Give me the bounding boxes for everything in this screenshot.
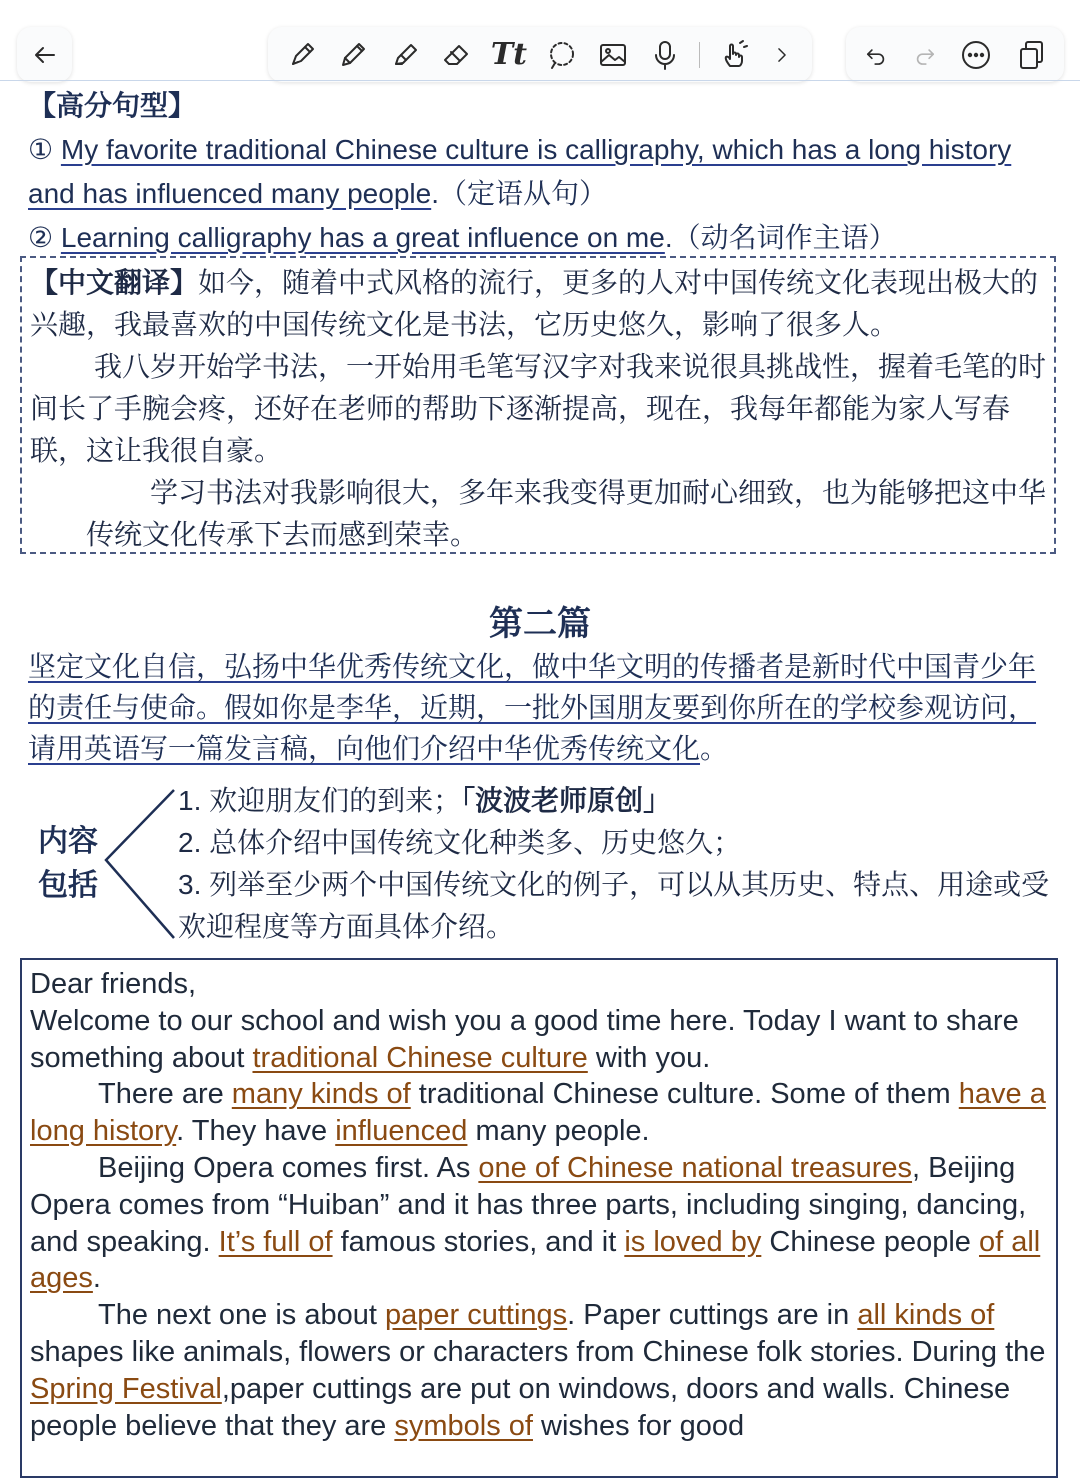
sentence-patterns-section: [28, 84, 1052, 260]
pages-icon[interactable]: [1014, 38, 1048, 72]
requirements-label: 内容包括: [38, 825, 98, 902]
back-arrow-icon[interactable]: [28, 38, 62, 72]
passage-two-title: 第二篇: [489, 605, 591, 643]
sentence-2: ② Learning calligraphy has a great influence on me.（动名词作主语）: [28, 222, 897, 253]
text-tool-icon[interactable]: Tt: [490, 37, 527, 72]
toolbar-divider: [699, 42, 700, 68]
sentence-1: ① My favorite traditional Chinese culture is calligraphy, which has a long history and has influenced many people.（定语从句）: [28, 134, 1012, 209]
more-icon[interactable]: [959, 38, 993, 72]
bracket-icon: [100, 786, 180, 942]
requirement-3: 3. 列举至少两个中国传统文化的例子，可以从其历史、特点、用途或受欢迎程度等方面具体介绍。: [178, 869, 1050, 942]
chevron-right-icon[interactable]: [769, 42, 795, 68]
section-heading: 【高分句型】: [28, 90, 197, 121]
highlighter-icon[interactable]: [388, 38, 422, 72]
translation-p1: 【中文翻译】如今，随着中式风格的流行，更多的人对中国传统文化表现出极大的兴趣，我最喜欢的中国传统文化是书法，它历史悠久，影响了很多人。: [30, 267, 1039, 340]
requirement-1: 1. 欢迎朋友们的到来；「波波老师原创」: [178, 785, 672, 816]
requirement-2: 2. 总体介绍中国传统文化种类多、历史悠久；: [178, 827, 742, 858]
sentence-1-text: My favorite traditional Chinese culture is calligraphy, which has a long history and has influenced many people: [28, 134, 1012, 209]
letter-paragraph-2: There are many kinds of traditional Chinese culture. Some of them have a long history. They have influenced many people.: [30, 1078, 1046, 1148]
lasso-icon[interactable]: [545, 38, 579, 72]
letter-paragraph-4: The next one is about paper cuttings. Paper cuttings are in all kinds of shapes like animals, flowers or characters from Chinese folk stories. During the Spring Festival,paper cuttings are put on windows, doors and walls. Chinese people believe that they are symbols of wishes for good: [30, 1299, 1046, 1442]
undo-icon[interactable]: [862, 41, 890, 69]
requirements-list: [178, 780, 1058, 948]
translation-p2: 我八岁开始学书法，一开始用毛笔写汉字对我来说很具挑战性，握着毛笔的时间长了手腕会疼，还好在老师的帮助下逐渐提高，现在，我每年都能为家人写春联，这让我很自豪。: [30, 351, 1047, 466]
back-button-pill[interactable]: [17, 27, 72, 82]
letter-greeting: Dear friends,: [30, 968, 197, 1000]
translation-p3: 学习书法对我影响很大，多年来我变得更加耐心细致，也为能够把这中华传统文化传承下去而感到荣幸。: [86, 477, 1047, 550]
letter-paragraph-3: Beijing Opera comes first. As one of Chinese national treasures, Beijing Opera comes from “Huiban” and it has three parts, including singing, dancing, and speaking. It’s full of famous stories, and it is loved by Chinese people of all ages.: [30, 1151, 1041, 1295]
drawing-toolbar: [268, 27, 812, 82]
image-icon[interactable]: [596, 38, 630, 72]
pen-icon[interactable]: [285, 38, 319, 72]
writing-prompt: 坚定文化自信，弘扬中华优秀传统文化，做中华文明的传播者是新时代中国青少年的责任与使命。假如你是李华，近期，一批外国朋友要到你所在的学校参观访问，请用英语写一篇发言稿，向他们介绍中华优秀传统文化。: [28, 651, 1037, 764]
letter-paragraph-1: Welcome to our school and wish you a good time here. Today I want to share something about traditional Chinese culture with you.: [30, 1004, 1019, 1074]
redo-icon[interactable]: [911, 41, 939, 69]
eraser-icon[interactable]: [439, 38, 473, 72]
model-letter-box: [20, 958, 1058, 1478]
chinese-translation-box: [20, 256, 1056, 554]
toolbar-divider-line: [0, 80, 1080, 81]
history-toolbar: [846, 27, 1064, 82]
sentence-2-text: Learning calligraphy has a great influence on me: [60, 222, 665, 253]
microphone-icon[interactable]: [648, 38, 682, 72]
pencil-icon[interactable]: [336, 38, 370, 72]
touch-icon[interactable]: [718, 38, 752, 72]
